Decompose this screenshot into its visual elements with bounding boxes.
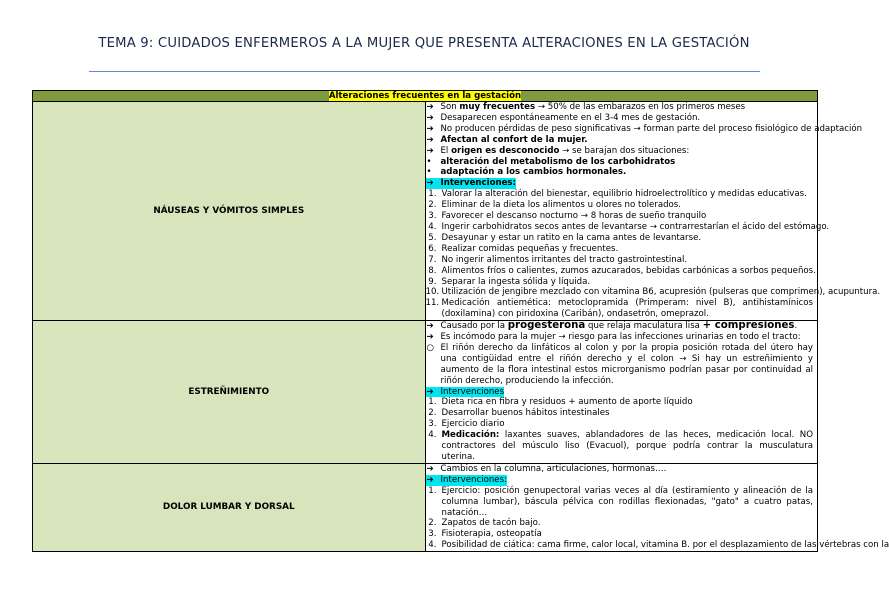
list-item: 6. Realizar comidas pequeñas y frecuentes. bbox=[428, 243, 619, 254]
list-item: ➔ Causado por la progesterona que relaja maculatura lisa + compresiones. bbox=[426, 320, 798, 332]
list-item: 10. Utilización de jengibre mezclado con vitamina B6, acupresión (pulseras que comprimen), acupuntura. bbox=[425, 287, 881, 298]
bullet-icon: • bbox=[426, 167, 432, 178]
list-item: 1. Ejercicio: posición genupectoral varias veces al día (estiramiento y alineación de la columna lumbar), báscula pélvica con rodillas flexionadas, "gato" a cuatro patas, natación… bbox=[428, 485, 813, 518]
bullet-icon: • bbox=[426, 156, 432, 167]
row-label-nauseas: NÁUSEAS Y VÓMITOS SIMPLES bbox=[33, 102, 426, 321]
arrow-icon: ➔ bbox=[426, 112, 434, 123]
list-item: 1. Valorar la alteración del bienestar, equilibrio hidroelectrolítico y medidas educativas. bbox=[428, 189, 807, 200]
list-item: • adaptación a los cambios hormonales. bbox=[426, 167, 627, 178]
list-item: 7. No ingerir alimentos irritantes del tracto gastrointestinal. bbox=[428, 254, 688, 265]
interventions-heading: ➔ Intervenciones: bbox=[426, 178, 516, 189]
list-item: 3. Fisioterapia, osteopatía bbox=[428, 529, 542, 540]
arrow-icon: ➔ bbox=[426, 321, 434, 332]
title-divider bbox=[89, 71, 760, 72]
list-item: ➔ Desaparecen espontáneamente en el 3-4 mes de gestación. bbox=[426, 112, 701, 123]
list-item: 5. Desayunar y estar un ratito en la cama antes de levantarse. bbox=[428, 232, 702, 243]
list-item: 4. Medicación: laxantes suaves, ablandadores de las heces, medicación local. NO contractores del músculo liso (Evacuol), porque podría contrar la musculatura uterina. bbox=[428, 430, 813, 462]
list-item: ➔ Son muy frecuentes → 50% de las embarazos en los primeros meses bbox=[426, 102, 746, 112]
list-item: ➔ No producen pérdidas de peso significativas → forman parte del proceso fisiológico de adaptación bbox=[426, 123, 863, 134]
circle-bullet-icon: ○ bbox=[426, 342, 434, 353]
alterations-table bbox=[32, 90, 889, 552]
arrow-icon: ➔ bbox=[426, 102, 434, 112]
row-content-estrenimiento bbox=[425, 321, 818, 464]
arrow-icon: ➔ bbox=[426, 463, 434, 474]
list-item: 1. Dieta rica en fibra y residuos + aumento de aporte líquido bbox=[428, 397, 693, 408]
arrow-icon: ➔ bbox=[426, 134, 434, 145]
row-content-nauseas bbox=[425, 102, 881, 321]
arrow-icon: ➔ bbox=[426, 123, 434, 134]
list-item: 8. Alimentos fríos o calientes, zumos azucarados, bebidas carbónicas a sorbos pequeños. bbox=[428, 265, 816, 276]
row-label-dolor-lumbar: DOLOR LUMBAR Y DORSAL bbox=[33, 463, 426, 551]
list-item: 4. Posibilidad de ciática: cama firme, calor local, vitamina B. por el desplazamiento de las vértebras con la bbox=[428, 540, 889, 551]
list-item: 4. Ingerir carbohidratos secos antes de levantarse → contrarrestarían el ácido del estómago. bbox=[428, 221, 830, 232]
arrow-icon: ➔ bbox=[426, 332, 434, 343]
arrow-icon: ➔ bbox=[426, 145, 434, 156]
list-item: 2. Eliminar de la dieta los alimentos u olores no tolerados. bbox=[428, 200, 682, 211]
arrow-icon: ➔ bbox=[426, 474, 434, 485]
list-item: ➔ Es incómodo para la mujer → riesgo para las infecciones urinarias en todo el tracto: bbox=[426, 332, 801, 343]
row-label-estrenimiento: ESTREÑIMIENTO bbox=[33, 321, 426, 464]
interventions-heading: ➔ Intervenciones bbox=[426, 386, 505, 397]
list-item: 3. Favorecer el descanso nocturno → 8 horas de sueño tranquilo bbox=[428, 211, 707, 222]
list-item: 9. Separar la ingesta sólida y líquida. bbox=[428, 276, 591, 287]
list-item: • alteración del metabolismo de los carbohidratos bbox=[426, 156, 676, 167]
table-row bbox=[33, 102, 818, 321]
list-item: ➔ Afectan al confort de la mujer. bbox=[426, 134, 588, 145]
page-title: TEMA 9: CUIDADOS ENFERMEROS A LA MUJER QUE PRESENTA ALTERACIONES EN LA GESTACIÓN bbox=[98, 36, 750, 51]
list-item: ➔ Cambios en la columna, articulaciones, hormonas…. bbox=[426, 463, 667, 474]
row-content-dolor-lumbar bbox=[425, 463, 889, 551]
list-item: 3. Ejercicio diario bbox=[428, 419, 505, 430]
table-row bbox=[33, 321, 818, 464]
arrow-icon: ➔ bbox=[426, 178, 434, 189]
arrow-icon: ➔ bbox=[426, 386, 434, 397]
list-item: ○ El riñón derecho da linfáticos al colon y por la propia posición rotada del útero hay una contigüidad entre el riñón derecho y el colon → Si hay un estreñimiento y aumento de la flora intestinal estos microrganismo podrían pasar por continuidad al riñón derecho, produciendo la infección. bbox=[426, 342, 813, 386]
list-item: 2. Desarrollar buenos hábitos intestinales bbox=[428, 408, 610, 419]
table-row bbox=[33, 463, 818, 551]
list-item: ➔ El origen es desconocido → se barajan dos situaciones: bbox=[426, 145, 690, 156]
interventions-heading: ➔ Intervenciones: bbox=[426, 474, 507, 485]
list-item: 2. Zapatos de tacón bajo. bbox=[428, 518, 541, 529]
table-header: Alteraciones frecuentes en la gestación bbox=[33, 91, 818, 102]
list-item: 11. Medicación antiemética: metoclopramida (Primperam: nivel B), antihistamínicos (doxilamina) con piridoxina (Caribán), ondasetrón, omeprazol. bbox=[425, 298, 813, 320]
